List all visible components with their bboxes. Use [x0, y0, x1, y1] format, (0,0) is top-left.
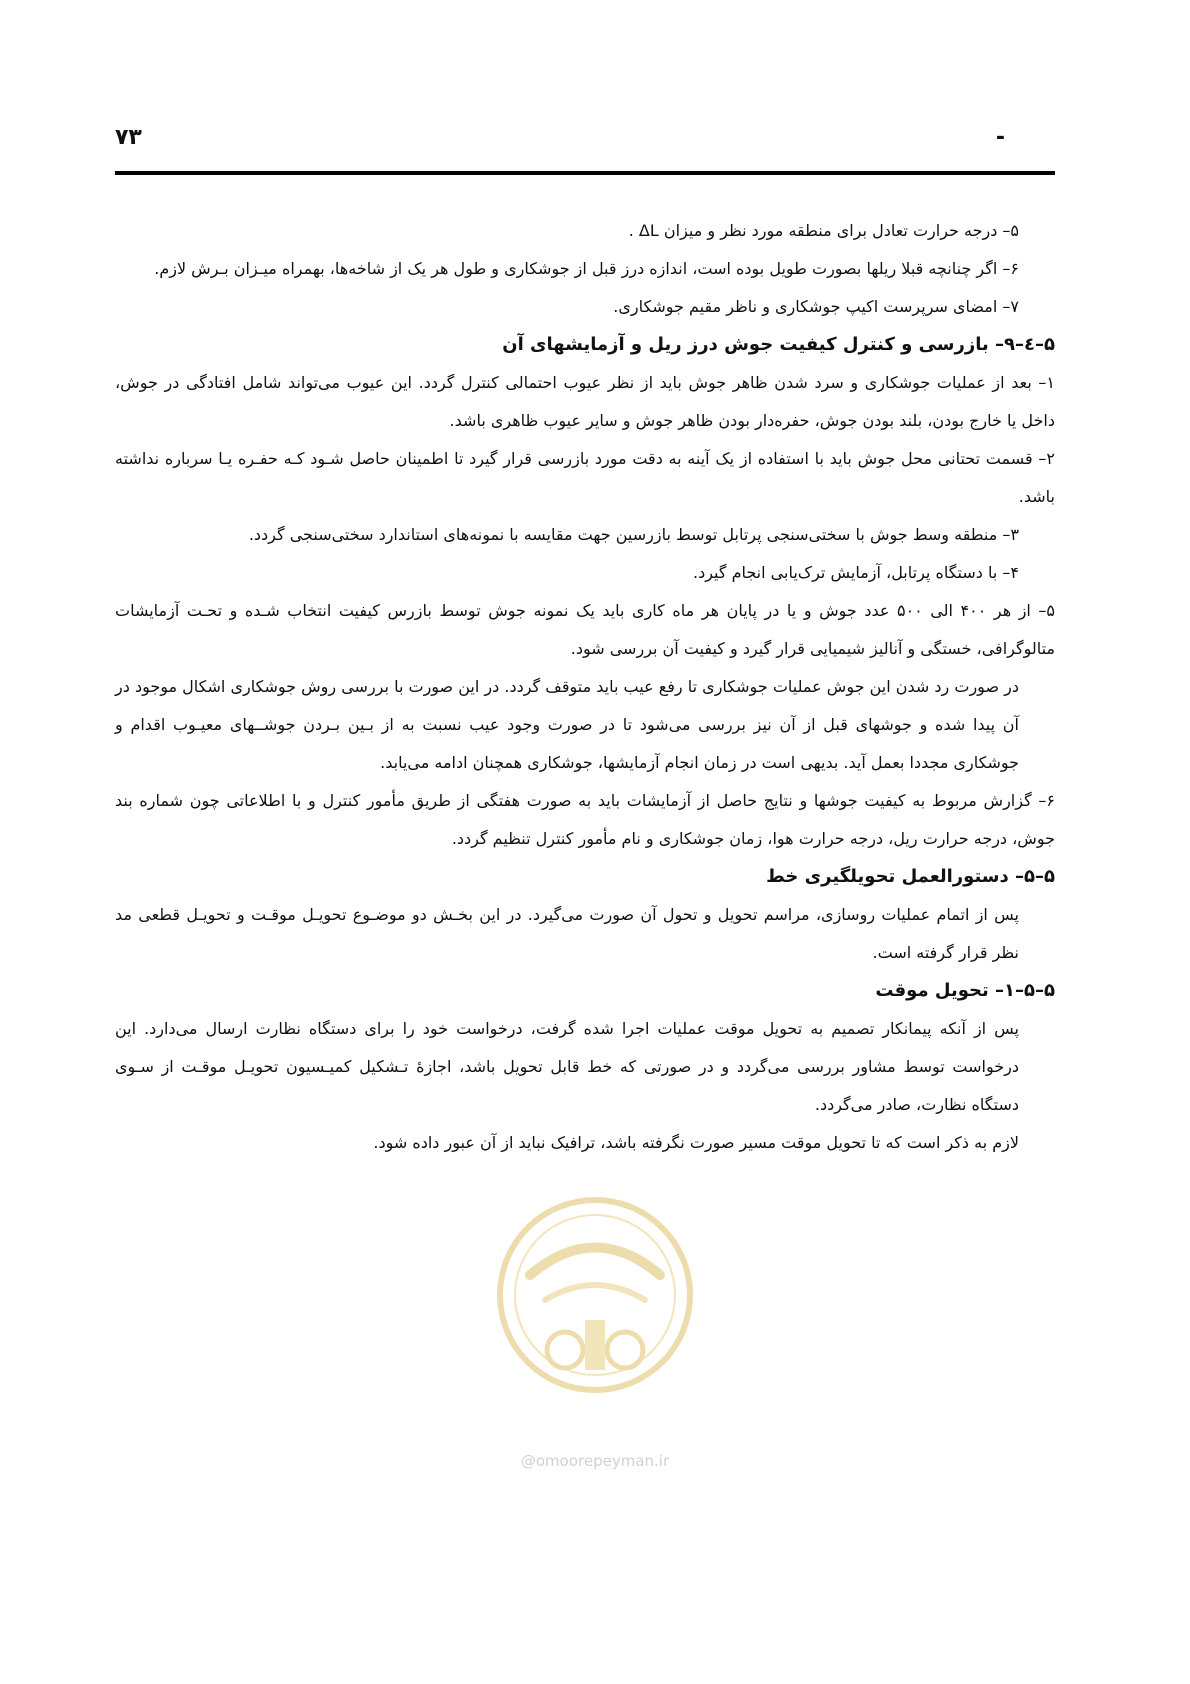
- watermark: [485, 1180, 705, 1470]
- list-item: ۶– اگر چنانچه قبلا ریلها بصورت طویل بوده است، اندازه درز قبل از جوشکاری و طول هر یک از شاخه‌ها، بهمراه میـزان بـرش لازم.: [154, 259, 1019, 278]
- section-heading-5-5-1: ۵–۵–۱– تحویل موقت: [875, 980, 1055, 1001]
- list-item: ۵– از هر ۴۰۰ الی ۵۰۰ عدد جوش و یا در پایان هر ماه کاری باید یک نمونه جوش توسط بازرس کیفیت انتخاب شـده و تحـت آزمایشات متالوگرافی، خستگی و آنالیز شیمیایی قرار گیرد و کیفیت آن بررسی شود.: [115, 601, 1056, 658]
- watermark-site: @omoorepeyman.ir: [520, 1452, 670, 1470]
- list-item: ۲– قسمت تحتانی محل جوش باید با استفاده از یک آینه به دقت مورد بازرسی قرار گیرد تا اطمینان حاصل شـود کـه حفـره یـا سرباره نداشته باشد.: [115, 449, 1055, 506]
- list-item: ۶– گزارش مربوط به کیفیت جوشها و نتایج حاصل از آزمایشات باید به صورت هفتگی از طریق مأمور کنترل و با اطلاعاتی چون شماره بند جوش، درجه حرارت ریل، درجه حرارت هوا، زمان جوشکاری و نام مأمور کنترل تنظیم گردد.: [115, 791, 1055, 848]
- list-item: ۵– درجه حرارت تعادل برای منطقه مورد نظر و میزان ΔL .: [628, 221, 1019, 240]
- paragraph: در صورت رد شدن این جوش عملیات جوشکاری تا رفع عیب باید متوقف گردد. در این صورت با بررسی روش جوشکاری اشکال موجود در آن پیدا شده و جوشهای قبل از آن نیز بررسی می‌شود تا در صورت وجود عیب نسبت به از بـین بـردن جوشــهای معیـوب اقدام و جوشکاری مجددا بعمل آید. بدیهی است در زمان انجام آزمایشها، جوشکاری همچنان ادامه می‌یابد.: [115, 677, 1019, 772]
- header-rule: [115, 171, 1055, 175]
- list-item: ۳– منطقه وسط جوش با سختی‌سنجی پرتابل توسط بازرسین جهت مقایسه با نمونه‌های استاندارد سختی‌سنجی گردد.: [248, 525, 1019, 544]
- section-heading-5-4-9: ۵–٤–۹– بازرسی و کنترل کیفیت جوش درز ریل و آزمایشهای آن: [502, 334, 1055, 355]
- page-body: [115, 212, 1055, 1162]
- paragraph: لازم به ذکر است که تا تحویل موقت مسیر صورت نگرفته باشد، ترافیک نباید از آن عبور داده شود.: [373, 1133, 1019, 1152]
- watermark-logo-icon: [485, 1180, 705, 1430]
- list-item: ۱– بعد از عملیات جوشکاری و سرد شدن ظاهر جوش باید از نظر عیوب احتمالی کنترل گردد. این عیوب می‌تواند شامل افتادگی در جوش، داخل یا خارج بودن، بلند بودن جوش، حفره‌دار بودن ظاهر جوش و سایر عیوب ظاهری باشد.: [115, 373, 1055, 430]
- paragraph: پس از اتمام عملیات روسازی، مراسم تحویل و تحول آن صورت می‌گیرد. در این بخـش دو موضـوع تحویـل موقـت و تحویـل قطعی مد نظر قرار گرفته است.: [115, 905, 1019, 962]
- page-number: ۷۳: [115, 125, 142, 150]
- list-item: ۷– امضای سرپرست اکیپ جوشکاری و ناظر مقیم جوشکاری.: [613, 297, 1019, 316]
- page-header: [115, 125, 1055, 175]
- section-heading-5-5: ۵–۵– دستورالعمل تحویلگیری خط: [766, 866, 1055, 887]
- header-dash: -: [995, 125, 1005, 150]
- list-item: ۴– با دستگاه پرتابل، آزمایش ترک‌یابی انجام گیرد.: [693, 563, 1019, 582]
- paragraph: پس از آنکه پیمانکار تصمیم به تحویل موقت عملیات اجرا شده گرفت، درخواست خود را برای دستگاه نظارت ارسال می‌دارد. این درخواست توسط مشاور بررسی می‌گردد و در صورتی که خط قابل تحویل باشد، اجازهٔ تـشکیل کمیـسیون تحویـل موقـت از سـوی دستگاه نظارت، صادر می‌گردد.: [115, 1019, 1019, 1114]
